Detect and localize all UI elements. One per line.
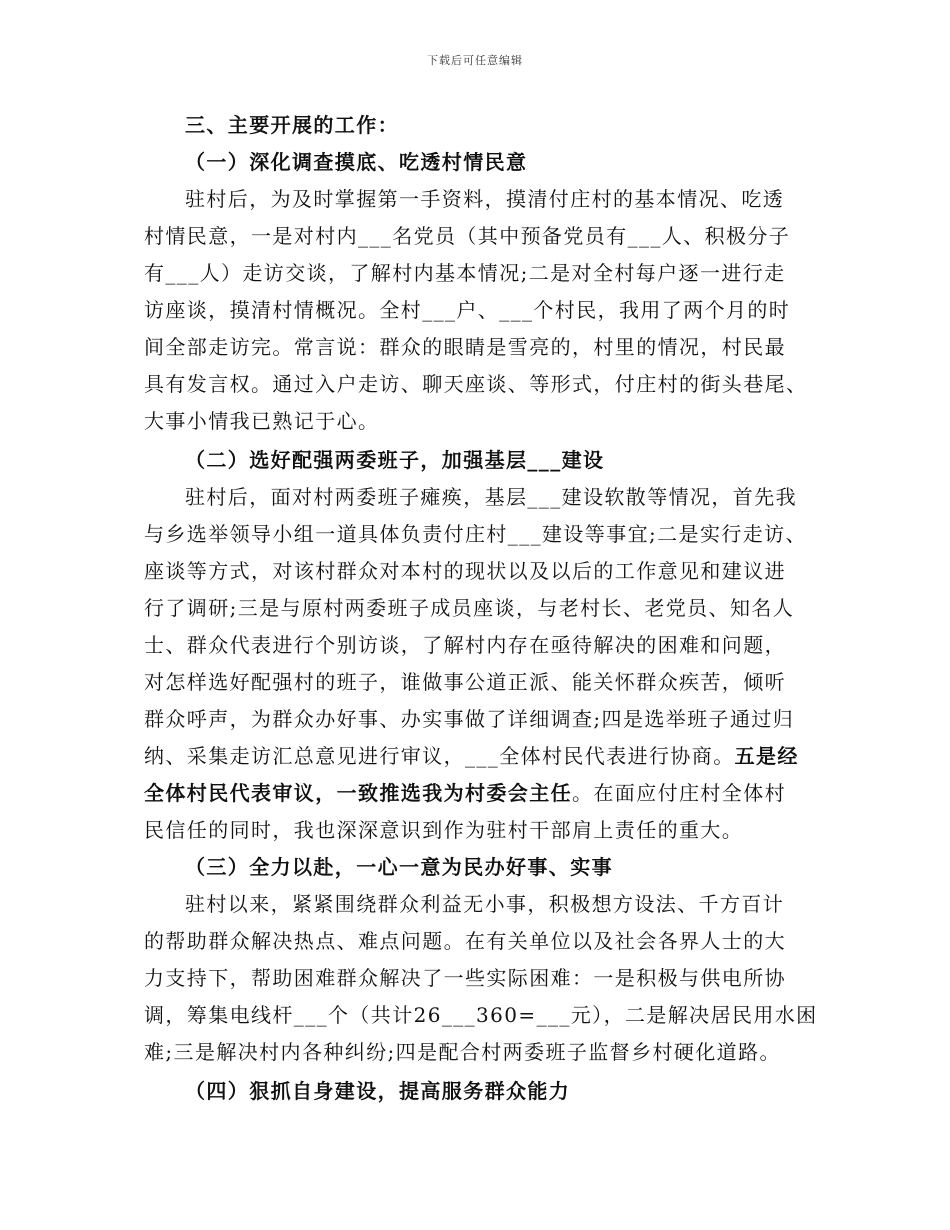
heading-1: （一）深化调查摸底、吃透村情民意 bbox=[185, 150, 528, 174]
paragraph-line: 难;三是解决村内各种纠纷;四是配合村两委班子监督乡村硬化道路。 bbox=[144, 1040, 781, 1064]
paragraph-line bbox=[144, 743, 799, 769]
paragraph-text: 纳、采集走访汇总意见进行审议，___全体村民代表进行协商。 bbox=[144, 744, 735, 768]
paragraph-line: 调，筹集电线杆___个（共计26___360=___元），二是解决居民用水困 bbox=[144, 1003, 818, 1027]
paragraph-line: 大事小情我已熟记于心。 bbox=[144, 409, 380, 433]
section-title: 三、主要开展的工作： bbox=[185, 113, 399, 137]
paragraph-line: 间全部走访完。常言说：群众的眼睛是雪亮的，村里的情况，村民最 bbox=[144, 335, 786, 359]
paragraph-line: 驻村后，为及时掌握第一手资料，摸清付庄村的基本情况、吃透 bbox=[185, 187, 785, 211]
paragraph-line: 的帮助群众解决热点、难点问题。在有关单位以及社会各界人士的大 bbox=[144, 929, 786, 953]
paragraph-bold-text: 五是经 bbox=[734, 744, 799, 768]
heading-2: （二）选好配强两委班子，加强基层___建设 bbox=[185, 448, 605, 472]
paragraph-line: 与乡选举领导小组一道具体负责付庄村___建设等事宜;二是实行走访、 bbox=[144, 522, 807, 546]
paragraph-line: 驻村后，面对村两委班子瘫痪，基层___建设软散等情况，首先我 bbox=[185, 485, 797, 509]
paragraph-line: 具有发言权。通过入户走访、聊天座谈、等形式，付庄村的街头巷尾、 bbox=[144, 372, 808, 396]
paragraph-line: 群众呼声，为群众办好事、办实事做了详细调查;四是选举班子通过归 bbox=[144, 707, 795, 731]
page-header: 下载后可任意编辑 bbox=[427, 54, 523, 67]
paragraph-line: 力支持下，帮助困难群众解决了一些实际困难：一是积极与供电所协 bbox=[144, 966, 786, 990]
paragraph-line: 对怎样选好配强村的班子，谁做事公道正派、能关怀群众疾苦，倾听 bbox=[144, 670, 786, 694]
paragraph-line: 村情民意，一是对村内___名党员（其中预备党员有___人、积极分子 bbox=[144, 224, 791, 248]
paragraph-line: 座谈等方式，对该村群众对本村的现状以及以后的工作意见和建议进 bbox=[144, 559, 786, 583]
paragraph-bold-text: 全体村民代表审议，一致推选我为村委会主任 bbox=[144, 781, 572, 805]
heading-4: （四）狠抓自身建设，提高服务群众能力 bbox=[185, 1079, 571, 1103]
paragraph-line: 驻村以来，紧紧围绕群众利益无小事，积极想方设法、千方百计 bbox=[185, 892, 785, 916]
paragraph-text: 。在面应付庄村全体村 bbox=[572, 781, 786, 805]
paragraph-line: 有___人）走访交谈，了解村内基本情况;二是对全村每户逐一进行走 bbox=[144, 261, 786, 285]
heading-3: （三）全力以赴，一心一意为民办好事、实事 bbox=[185, 855, 613, 879]
paragraph-line: 士、群众代表进行个别访谈，了解村内存在亟待解决的困难和问题， bbox=[144, 633, 786, 657]
paragraph-line: 访座谈，摸清村情概况。全村___户、___个村民，我用了两个月的时 bbox=[144, 298, 791, 322]
paragraph-line bbox=[144, 780, 786, 806]
paragraph-line: 民信任的同时，我也深深意识到作为驻村干部肩上责任的重大。 bbox=[144, 818, 744, 842]
paragraph-line: 行了调研;三是与原村两委班子成员座谈，与老村长、老党员、知名人 bbox=[144, 596, 795, 620]
